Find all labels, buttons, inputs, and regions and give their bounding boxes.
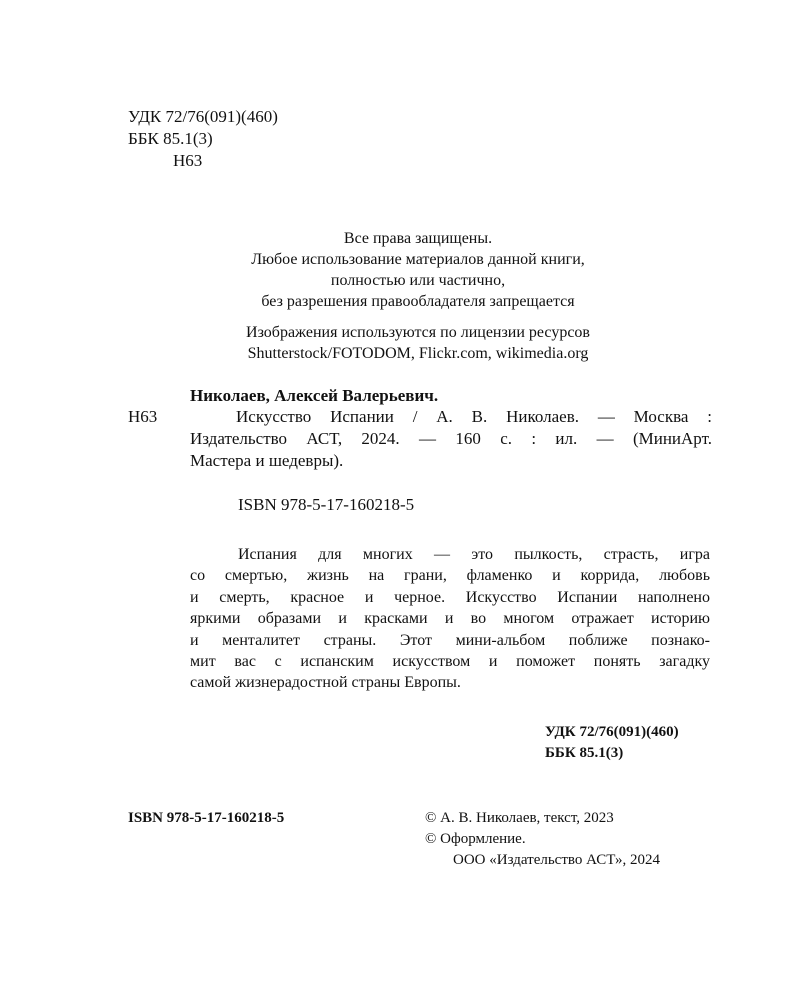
author-heading: Николаев, Алексей Валерьевич. [190, 386, 439, 405]
rights-line: без разрешения правообладателя запрещается [261, 293, 575, 310]
abstract-line: и менталитет страны. Этот мини-альбом поближе познако- [190, 631, 710, 649]
copyright-line: © А. В. Николаев, текст, 2023 [425, 810, 614, 826]
footer-isbn: ISBN 978-5-17-160218-5 [128, 810, 285, 826]
bibliographic-description [190, 406, 712, 472]
footer-bbk-code: ББК 85.1(3) [545, 745, 624, 761]
biblio-line: Мастера и шедевры). [190, 451, 344, 470]
abstract-line: яркими образами и красками и во многом отражает историю [190, 610, 710, 628]
abstract-line: со смертью, жизнь на грани, фламенко и коррида, любовь [190, 567, 710, 585]
copyright-line: ООО «Издательство АСТ», 2024 [453, 852, 660, 868]
images-line: Shutterstock/FOTODOM, Flickr.com, wikimedia.org [247, 345, 589, 362]
rights-line: Все права защищены. [343, 230, 493, 247]
images-line: Изображения используются по лицензии ресурсов [246, 324, 590, 341]
abstract-line: мит вас с испанским искусством и поможет понять загадку [190, 653, 710, 671]
classification-block [128, 106, 278, 172]
footer-udk-code: УДК 72/76(091)(460) [545, 724, 679, 740]
copyright-line: © Оформление. [425, 831, 526, 847]
rights-line: Любое использование материалов данной книги, [251, 251, 585, 268]
author-code: Н63 [173, 151, 203, 170]
copyright-block [425, 808, 660, 871]
abstract-line: самой жизнерадостной страны Европы. [190, 674, 461, 692]
abstract-line: и смерть, красное и черное. Искусство Испании наполнено [190, 588, 710, 606]
book-abstract [190, 544, 710, 694]
bbk-code: ББК 85.1(3) [128, 129, 213, 148]
footer-classification [545, 722, 679, 764]
udk-code: УДК 72/76(091)(460) [128, 107, 278, 126]
rights-line: полностью или частично, [330, 272, 506, 289]
images-notice [0, 322, 800, 364]
biblio-line: Издательство АСТ, 2024. — 160 с. : ил. — (МиниАрт. [190, 429, 712, 448]
rights-notice [0, 228, 800, 312]
record-author-code: Н63 [128, 407, 158, 426]
abstract-line: Испания для многих — это пылкость, страсть, игра [238, 546, 710, 563]
record-isbn: ISBN 978-5-17-160218-5 [238, 495, 415, 514]
biblio-line: Искусство Испании / А. В. Николаев. — Москва : [236, 407, 712, 426]
